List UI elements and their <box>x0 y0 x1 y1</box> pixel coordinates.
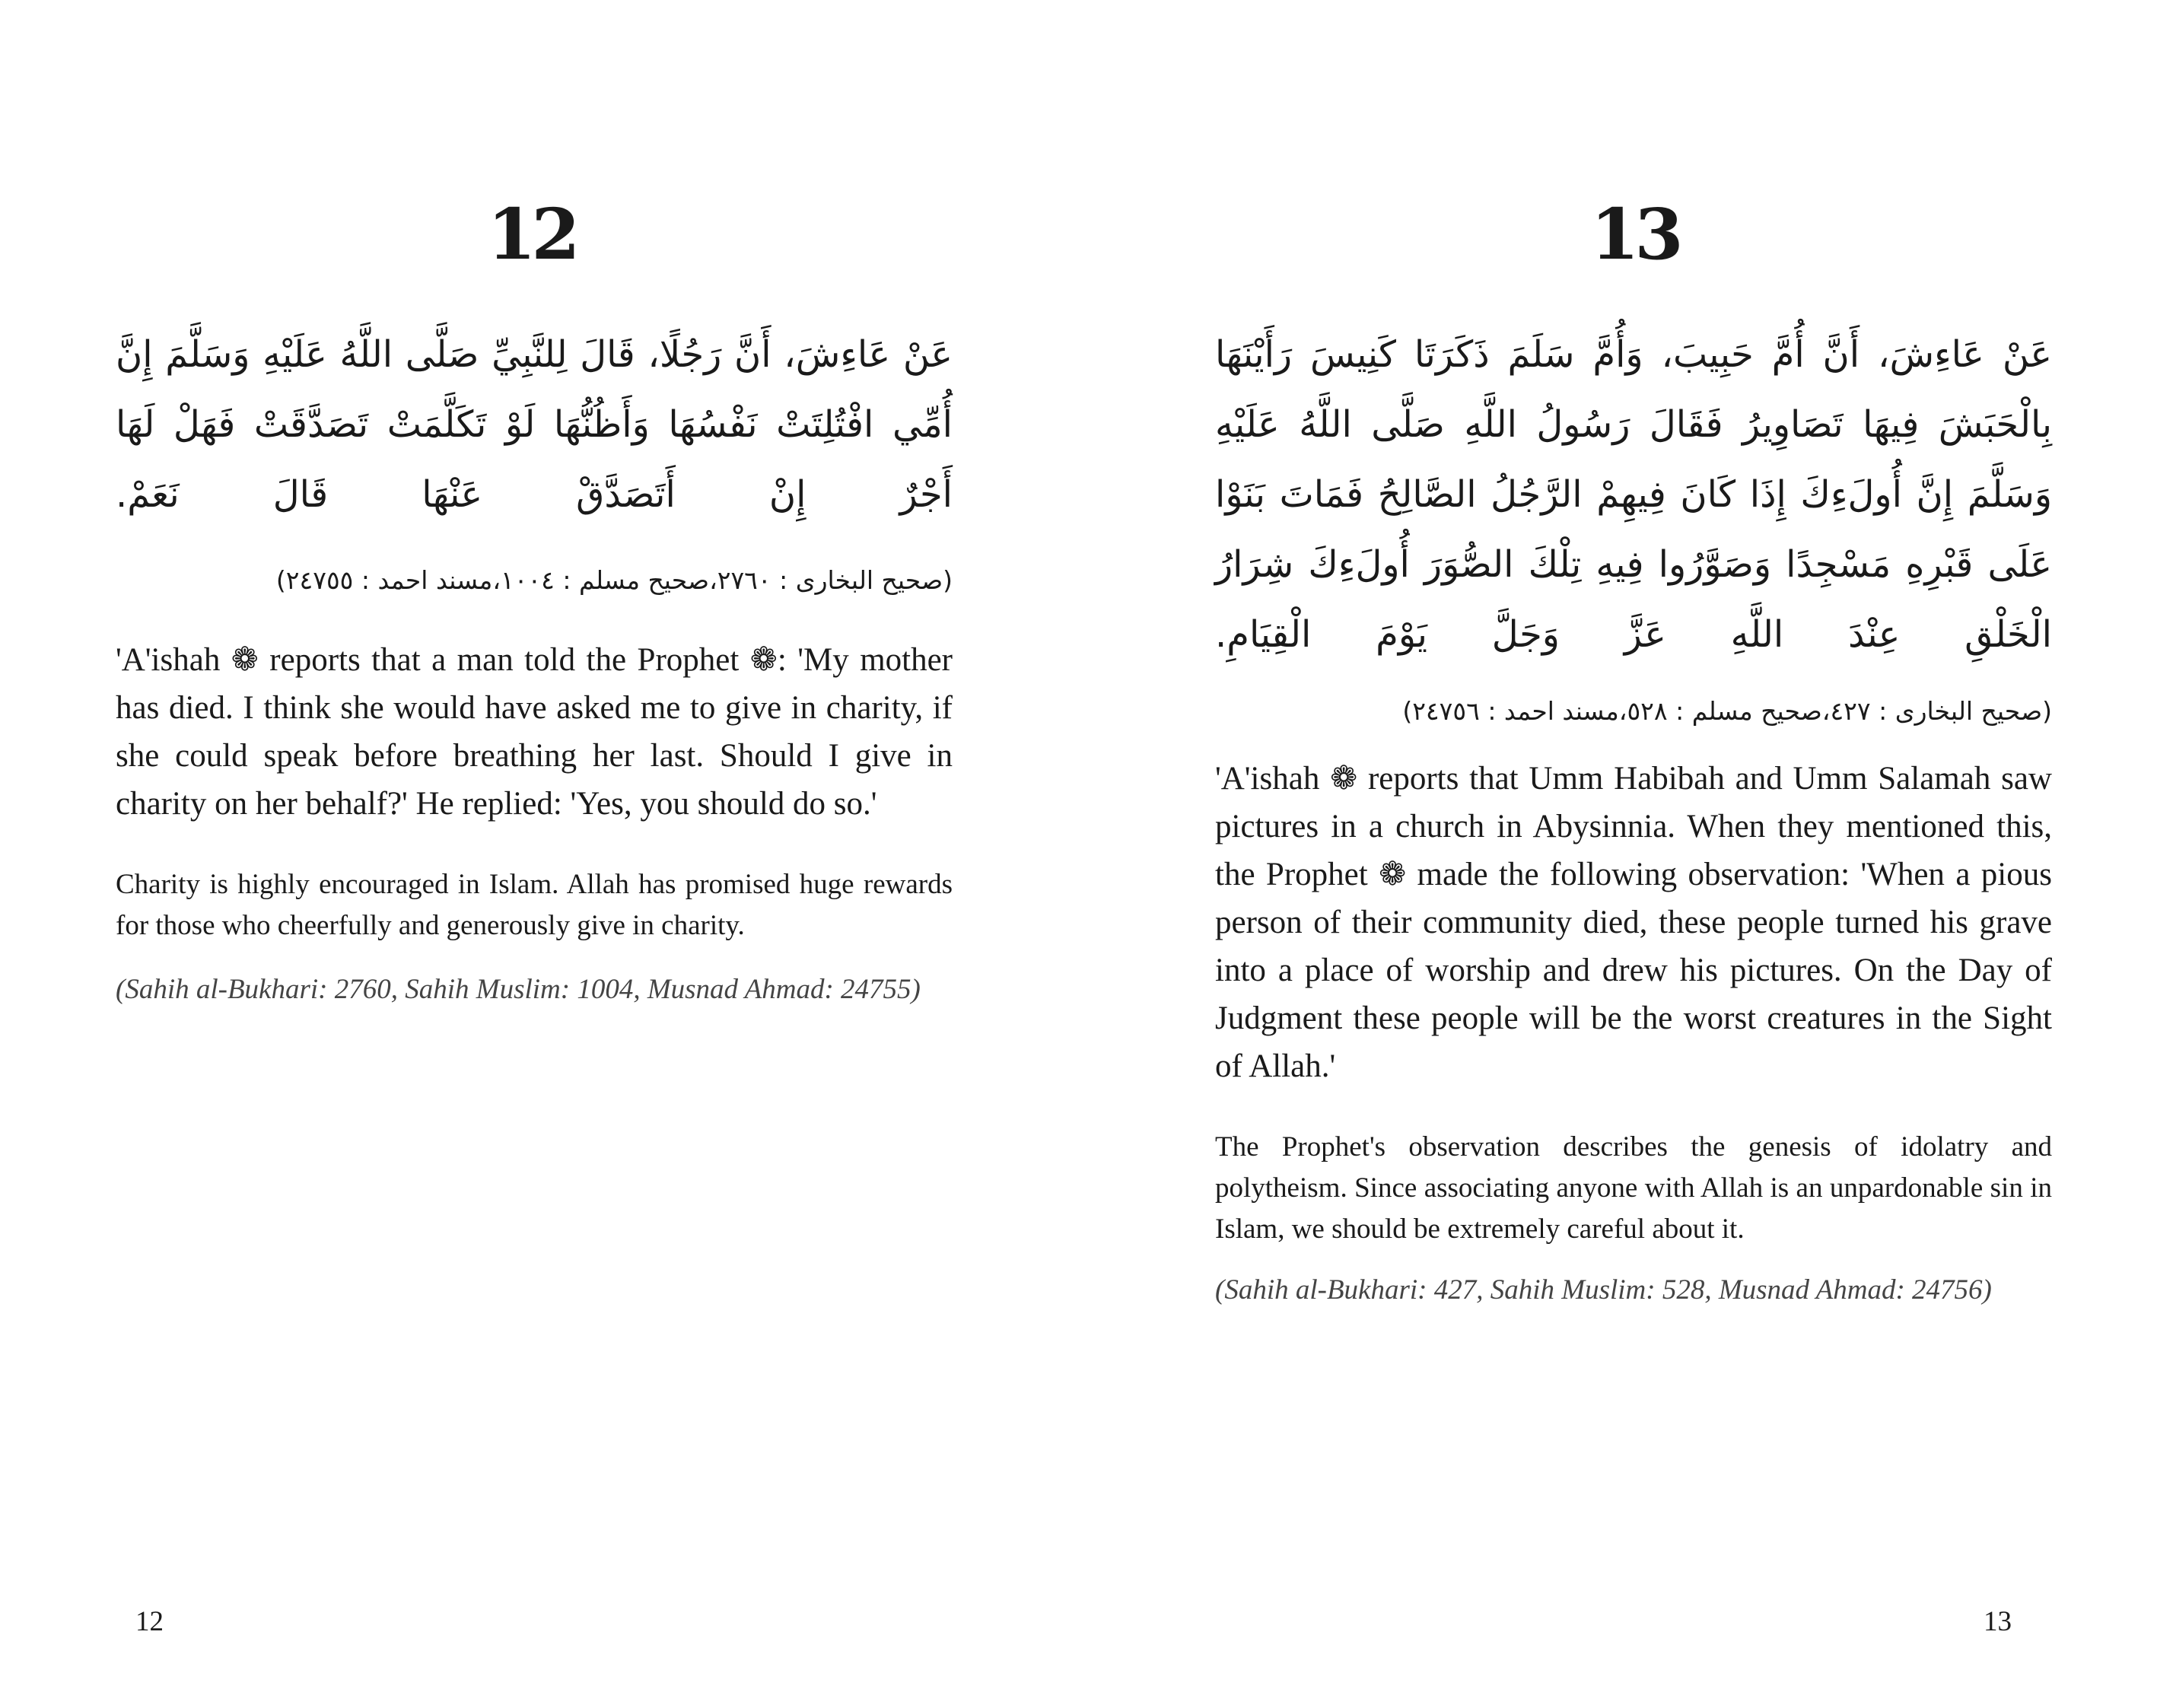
hadith-number: 13 <box>1590 193 1679 275</box>
hadith-reference: (Sahih al-Bukhari: 427, Sahih Muslim: 528, Musnad Ahmad: 24756) <box>1215 1274 1992 1306</box>
arabic-hadith-text: عَنْ عَاءِشَ، أَنَّ رَجُلًا، قَالَ لِلنَّبِيِّ صَلَّى اللَّهُ عَلَيْهِ وَسَلَّمَ إِنَّ أُمِّي افْتُلِتَتْ نَفْسُهَا وَأَظُنُّهَا لَوْ تَكَلَّمَتْ تَصَدَّقَتْ فَهَلْ لَهَا أَجْرٌ إِنْ أَتَصَدَّقْ عَنْهَا قَالَ نَعَمْ. <box>116 333 953 516</box>
english-translation: 'A'ishah ❁ reports that Umm Habibah and Umm Salamah saw pictures in a church in Abysinnia. When they mentioned this, the Prophet ❁ made the following observation: 'When a pious person of their community died, these people turned his grave into a place of worship and drew his pictures. On the Day of Judgment these people will be the worst creatures in the Sight of Allah.' <box>1215 761 2052 1084</box>
commentary: The Prophet's observation describes the genesis of idolatry and polytheism. Since associating anyone with Allah is an unpardonable sin in Islam, we should be extremely careful about it. <box>1215 1131 2052 1245</box>
english-translation: 'A'ishah ❁ reports that a man told the Prophet ❁: 'My mother has died. I think she would have asked me to give in charity, if she could speak before breathing her last. Should I give in charity on her behalf?' He replied: 'Yes, you should do so.' <box>116 642 953 822</box>
hadith-reference: (Sahih al-Bukhari: 2760, Sahih Muslim: 1004, Musnad Ahmad: 24755) <box>116 974 921 1005</box>
hadith-number: 12 <box>487 193 576 275</box>
commentary: Charity is highly encouraged in Islam. Allah has promised huge rewards for those who cheerfully and generously give in charity. <box>116 869 953 941</box>
arabic-hadith-text: عَنْ عَاءِشَ، أَنَّ أُمَّ حَبِيبَ، وَأُمَّ سَلَمَ ذَكَرَتَا كَنِيسَ رَأَيْنَهَا بِالْحَبَشَ فِيهَا تَصَاوِيرُ فَقَالَ رَسُولُ اللَّهِ صَلَّى اللَّهُ عَلَيْهِ وَسَلَّمَ إِنَّ أُولَءِكَ إِذَا كَانَ فِيهِمْ الرَّجُلُ الصَّالِحُ فَمَاتَ بَنَوْا عَلَى قَبْرِهِ مَسْجِدًا وَصَوَّرُوا فِيهِ تِلْكَ الصُّوَرَ أُولَءِكَ شِرَارُ الْخَلْقِ عِنْدَ اللَّهِ عَزَّ وَجَلَّ يَوْمَ الْقِيَامِ. <box>1215 333 2052 656</box>
page-number: 13 <box>1984 1606 2012 1637</box>
hadith-content <box>116 320 953 1007</box>
arabic-reference: (صحيح البخارى : ٤٢٧،صحيح مسلم : ٥٢٨،مسند احمد : ٢٤٧٥٦) <box>1402 696 2052 726</box>
page-number: 12 <box>135 1606 164 1637</box>
arabic-reference: (صحيح البخارى : ٢٧٦٠،صحيح مسلم : ١٠٠٤،مسند احمد : ٢٤٧٥٥) <box>275 565 953 595</box>
right-page <box>1078 0 2157 1708</box>
hadith-content <box>1215 320 2052 1308</box>
left-page <box>0 0 1078 1708</box>
